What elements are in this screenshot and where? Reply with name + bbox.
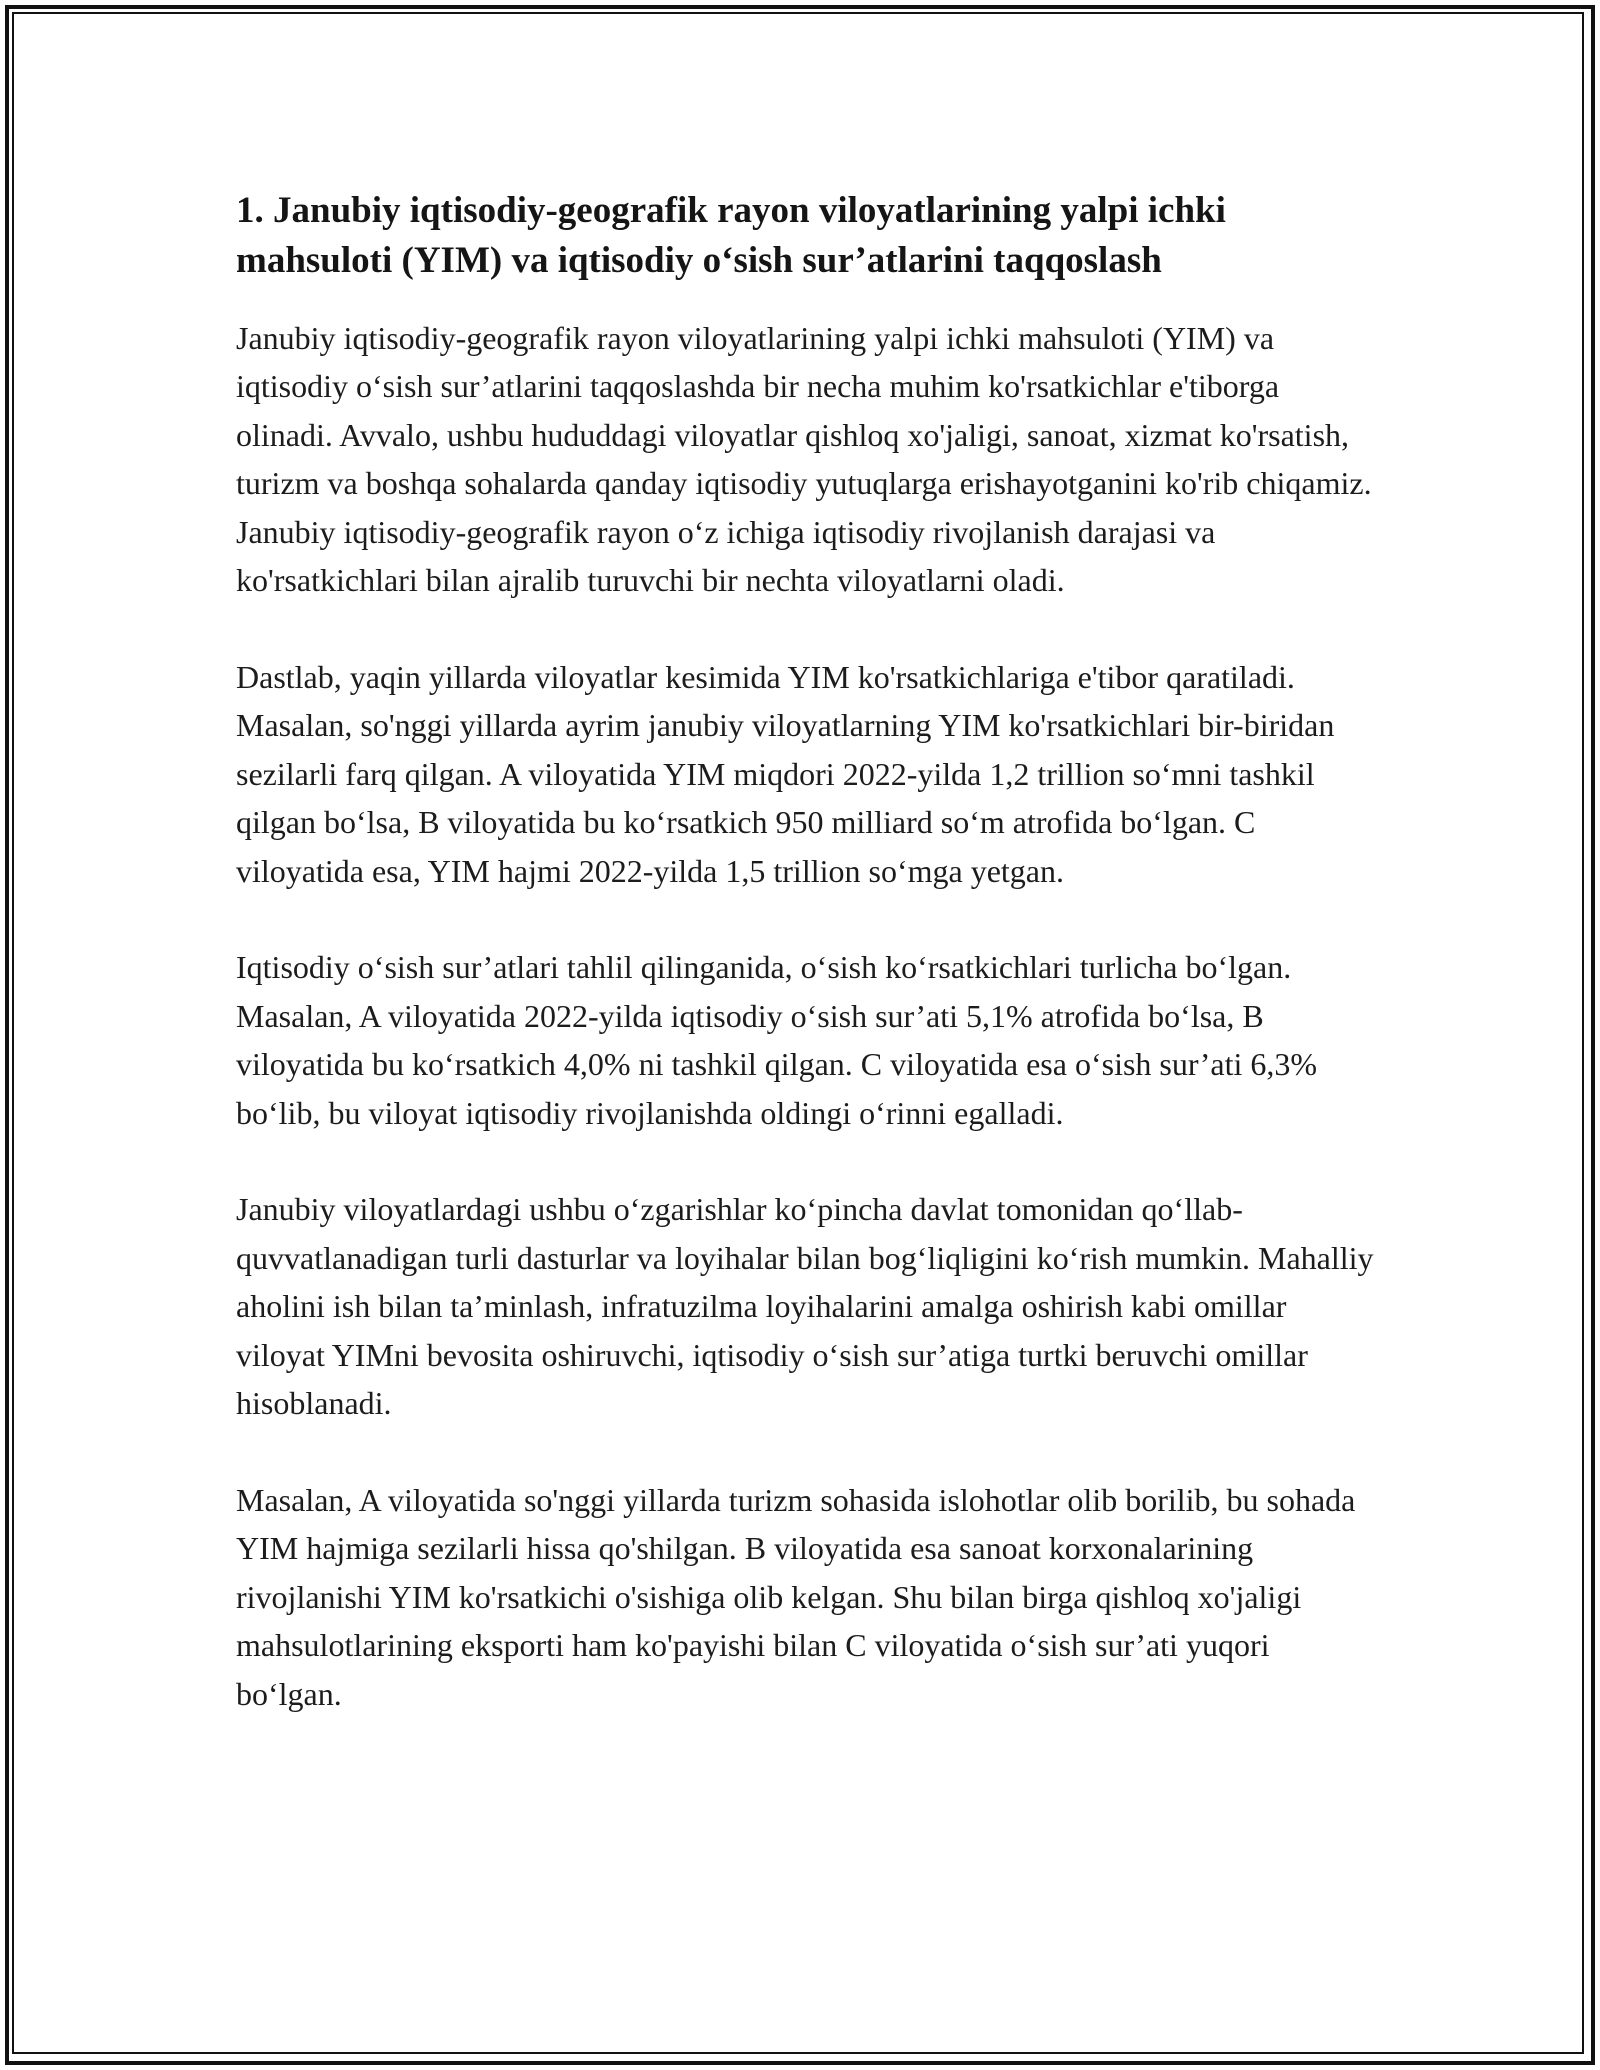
paragraph-sector-examples: Masalan, A viloyatida so'nggi yillarda turizm sohasida islohotlar olib borilib, bu sohada YIM hajmiga sezilarli hissa qo'shilgan. B viloyatida esa sanoat korxonalarining rivojlanishi YIM ko'rsatkichi o'sishiga olib kelgan. Shu bilan birga qishloq xo'jaligi mahsulotlarining eksporti ham ko'payishi bilan C viloyatida o‘sish sur’ati yuqori bo‘lgan. <box>236 1481 1356 1712</box>
document-body <box>236 186 1376 1766</box>
paragraph-state-programs: Janubiy viloyatlardagi ushbu o‘zgarishlar ko‘pincha davlat tomonidan qo‘llab-quvvatlanadigan turli dasturlar va loyihalar bilan bog‘liqligini ko‘rish mumkin. Mahalliy aholini ish bilan ta’minlash, infratuzilma loyihalarini amalga oshirish kabi omillar viloyat YIMni bevosita oshiruvchi, iqtisodiy o‘sish sur’atiga turtki beruvchi omillar hisoblanadi. <box>236 1191 1374 1422</box>
paragraph-intro: Janubiy iqtisodiy-geografik rayon viloyatlarining yalpi ichki mahsuloti (YIM) va iqtisodiy o‘sish sur’atlarini taqqoslashda bir necha muhim ko'rsatkichlar e'tiborga olinadi. Avvalo, ushbu hududdagi viloyatlar qishloq xo'jaligi, sanoat, xizmat ko'rsatish, turizm va boshqa sohalarda qanday iqtisodiy yutuqlarga erishayotganini ko'rib chiqamiz. Janubiy iqtisodiy-geografik rayon o‘z ichiga iqtisodiy rivojlanish darajasi va ko'rsatkichlari bilan ajralib turuvchi bir nechta viloyatlarni oladi. <box>236 319 1372 599</box>
section-heading: 1. Janubiy iqtisodiy-geografik rayon viloyatlarining yalpi ichki mahsuloti (YIM) va iqtisodiy o‘sish sur’atlarini taqqoslash <box>236 190 1226 281</box>
paragraph-gdp-figures: Dastlab, yaqin yillarda viloyatlar kesimida YIM ko'rsatkichlariga e'tibor qaratiladi. Masalan, so'nggi yillarda ayrim janubiy viloyatlarning YIM ko'rsatkichlari bir-biridan sezilarli farq qilgan. A viloyatida YIM miqdori 2022-yilda 1,2 trillion so‘mni tashkil qilgan bo‘lsa, B viloyatida bu ko‘rsatkich 950 milliard so‘m atrofida bo‘lgan. C viloyatida esa, YIM hajmi 2022-yilda 1,5 trillion so‘mga yetgan. <box>236 658 1335 889</box>
paragraph-growth-rates: Iqtisodiy o‘sish sur’atlari tahlil qilinganida, o‘sish ko‘rsatkichlari turlicha bo‘lgan. Masalan, A viloyatida 2022-yilda iqtisodiy o‘sish sur’ati 5,1% atrofida bo‘lsa, B viloyatida bu ko‘rsatkich 4,0% ni tashkil qilgan. C viloyatida esa o‘sish sur’ati 6,3% bo‘lib, bu viloyat iqtisodiy rivojlanishda oldingi o‘rinni egalladi. <box>236 949 1317 1131</box>
